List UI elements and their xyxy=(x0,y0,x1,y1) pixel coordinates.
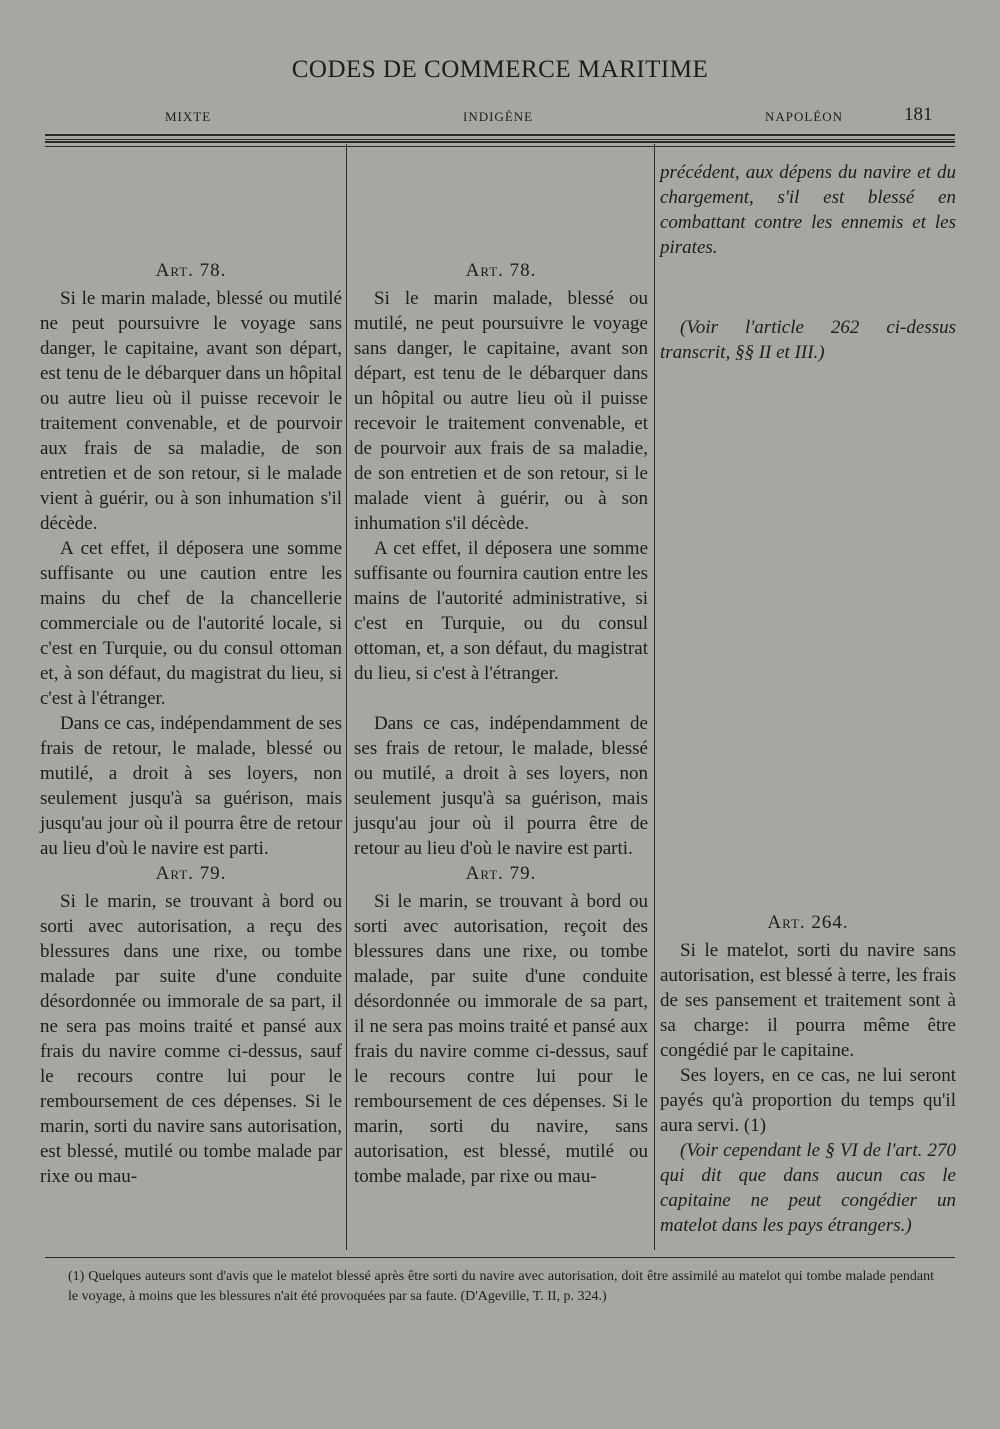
article-title: Art. 78. xyxy=(155,260,227,281)
column-heading-napoleon: NAPOLÉON xyxy=(765,109,844,124)
footnote: (1) Quelques auteurs sont d'avis que le matelot blessé après être sorti du navire avec autorisation, doit être assimilé au matelot qui tombe malade pendant le voyage, à moins que les blessures n'ait été provoquées par sa faute. (D'Ageville, T. II, p. 324.) xyxy=(68,1269,934,1304)
article-paragraph: Si le marin malade, blessé ou mutilé ne peut poursuivre le voyage sans danger, le capitaine, avant son départ, est tenu de le débarquer dans un hôpital ou autre lieu où il puisse recevoir le traitement convenable, et de pourvoir aux frais de sa maladie, de son entretien et de son retour, si le malade vient à guérir, ou à son inhumation s'il décède. xyxy=(40,288,342,534)
column-divider-left xyxy=(346,144,347,1250)
article-paragraph: A cet effet, il déposera une somme suffisante ou une caution entre les mains du chef de la chancellerie commerciale ou de l'autorité locale, si c'est en Turquie, ou du consul ottoman et, à son défaut, du magistrat du lieu, si c'est à l'étranger. xyxy=(40,538,342,709)
page-number: 181 xyxy=(904,104,933,125)
cross-reference-note: (Voir cependant le § VI de l'art. 270 qui dit que dans aucun cas le capitaine ne peut congédier un matelot dans les pays étrangers.) xyxy=(660,1140,956,1236)
article-title: Art. 79. xyxy=(155,863,227,884)
column-heading-mixte: MIXTE xyxy=(165,109,212,124)
article-paragraph: A cet effet, il déposera une somme suffisante ou fournira caution entre les mains de l'autorité administrative, si c'est en Turquie, ou du consul ottoman, et, a son défaut, du magistrat du lieu, si c'est à l'étranger. xyxy=(354,538,648,684)
column-divider-right xyxy=(654,144,655,1250)
footnote-rule xyxy=(45,1257,955,1258)
article-paragraph: Si le marin malade, blessé ou mutilé, ne peut poursuivre le voyage sans danger, le capitaine, avant son départ, est tenu de le débarquer dans un hôpital ou autre lieu où il puisse recevoir le traitement convenable, et de pourvoir aux frais de sa maladie, de son entretien et de son retour, si le malade vient à guérir, ou à son inhumation s'il décède. xyxy=(354,288,648,534)
article-title: Art. 78. xyxy=(465,260,537,281)
header-rule xyxy=(45,134,955,140)
article-paragraph: Ses loyers, en ce cas, ne lui seront payés qu'à proportion du temps qu'il aura servi. (1) xyxy=(660,1065,956,1136)
article-title: Art. 79. xyxy=(465,863,537,884)
column-mixte xyxy=(40,258,342,1189)
column-indigene xyxy=(354,258,648,1189)
column-napoleon xyxy=(660,160,956,1238)
article-paragraph: Dans ce cas, indépendamment de ses frais de retour, le malade, blessé ou mutilé, a droit à ses loyers, non seulement jusqu'à sa guérison, mais jusqu'au jour où il pourra être de retour au lieu d'où le navire est parti. xyxy=(40,713,342,859)
page-title: CODES DE COMMERCE MARITIME xyxy=(291,56,709,83)
article-paragraph: Si le matelot, sorti du navire sans autorisation, est blessé à terre, les frais de ses pansement et traitement sont à sa charge: il pourra même être congédié par le capitaine. xyxy=(660,940,956,1061)
article-paragraph: Si le marin, se trouvant à bord ou sorti avec autorisation, a reçu des blessures dans une rixe, ou tombe malade par suite d'une conduite désordonnée ou immorale de sa part, il ne sera pas moins traité et pansé aux frais du navire comme ci-dessus, sauf le recours contre lui pour le remboursement de ces dépenses. Si le marin, sorti du navire sans autorisation, est blessé, mutilé ou tombe malade par rixe ou mau- xyxy=(40,891,342,1187)
continued-paragraph: précédent, aux dépens du navire et du chargement, s'il est blessé en combattant contre les ennemis et les pirates. xyxy=(660,162,956,258)
article-paragraph: Si le marin, se trouvant à bord ou sorti avec autorisation, reçoit des blessures dans une rixe, ou tombe malade, par suite d'une conduite désordonnée ou immorale de sa part, il ne sera pas moins traité et pansé aux frais du navire comme ci-dessus, sauf le recours contre lui pour le remboursement de ces dépenses. Si le marin, sorti du navire, sans autorisation, est blessé, mutilé ou tombe malade, par rixe ou mau- xyxy=(354,891,648,1187)
header-rule-lower xyxy=(45,141,955,147)
article-title: Art. 264. xyxy=(767,912,849,933)
article-paragraph: Dans ce cas, indépendamment de ses frais de retour, le malade, blessé ou mutilé, a droit à ses loyers, non seulement jusqu'à sa guérison, mais jusqu'au jour où il pourra être de retour au lieu d'où le navire est parti. xyxy=(354,713,648,859)
column-heading-indigene: INDIGÈNE xyxy=(463,109,534,124)
cross-reference-note: (Voir l'article 262 ci-dessus transcrit, §§ II et III.) xyxy=(660,317,956,363)
